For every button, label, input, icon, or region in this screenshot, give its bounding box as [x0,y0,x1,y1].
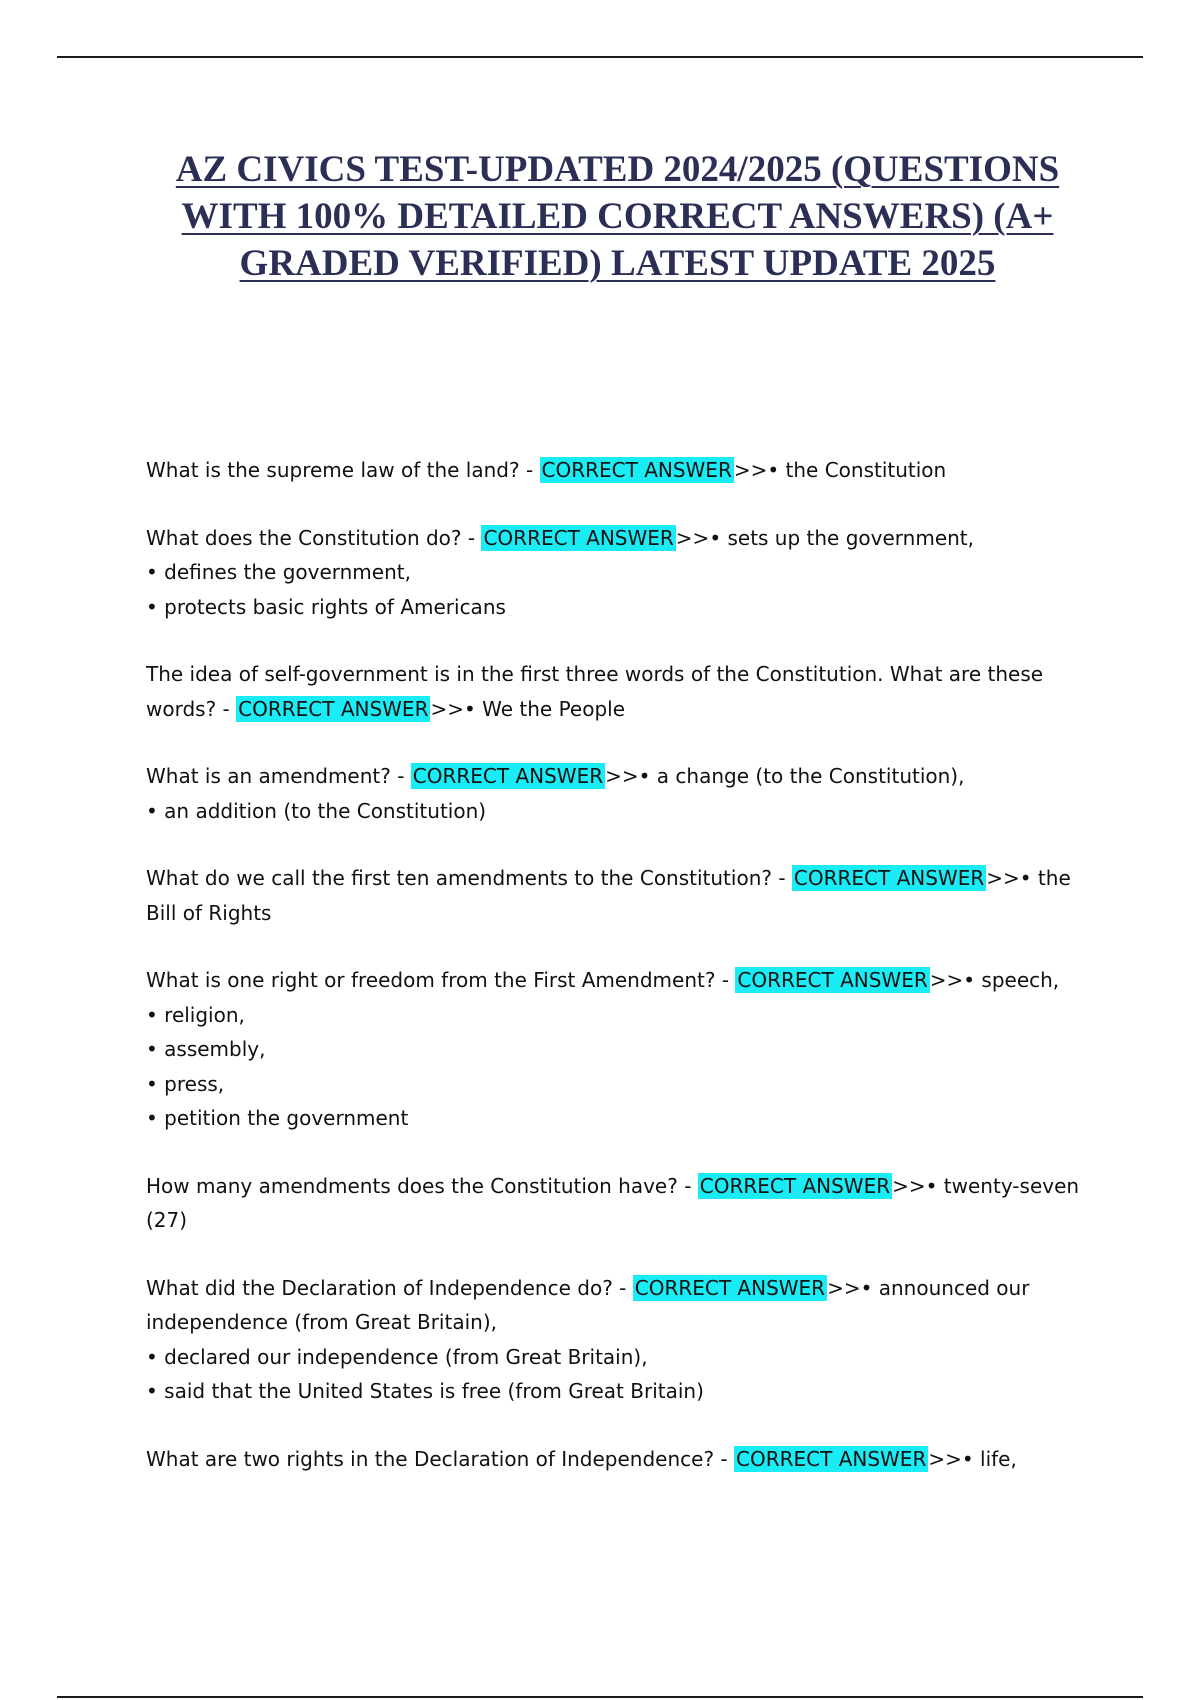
question-text: What does the Constitution do? - [146,525,482,550]
question-line [146,861,1106,930]
answer-text: • a change (to the Constitution), [638,764,965,788]
answer-marker: >> [986,866,1020,890]
answer-bullet: • press, [146,1071,225,1096]
correct-answer-highlight: CORRECT ANSWER [793,866,985,890]
question-text: What is the supreme law of the land? - [146,458,540,482]
question-text: What did the Declaration of Independence do? - [146,1275,633,1300]
qa-item [146,963,1106,1136]
correct-answer-highlight: CORRECT ANSWER [634,1275,826,1300]
correct-answer-highlight: CORRECT ANSWER [238,696,429,721]
correct-answer-highlight: CORRECT ANSWER [541,458,732,482]
correct-answer-highlight: CORRECT ANSWER [699,1173,891,1198]
answer-marker: >> [733,458,768,482]
answer-text: • life, [961,1446,1017,1471]
question-line [146,1271,1106,1340]
answer-bullet: • declared our independence (from Great Britain), [146,1344,648,1369]
answer-marker: >> [928,1446,962,1471]
answer-bullet: • petition the government [146,1106,409,1130]
bottom-rule [57,1696,1143,1698]
answer-text: • twenty-seven (27) [146,1173,1080,1232]
qa-item [146,1442,1106,1477]
correct-answer-highlight: CORRECT ANSWER [736,1446,927,1471]
question-text: The idea of self-government is in the first three words of the Constitution. What are these words? - [146,662,1044,721]
answer-marker: >> [430,696,464,721]
question-line [146,657,1106,726]
qa-item [146,657,1106,726]
question-line [146,1169,1106,1238]
correct-answer-highlight: CORRECT ANSWER [412,764,604,788]
question-line [146,1442,1106,1477]
qa-item [146,759,1106,828]
question-line [146,963,1106,998]
question-line [146,521,1106,556]
question-text: What is one right or freedom from the First Amendment? - [146,968,736,992]
answer-text: • We the People [463,696,626,721]
question-text: What is an amendment? - [146,764,411,788]
question-text: How many amendments does the Constitution have? - [146,1173,698,1198]
answer-marker: >> [675,525,710,550]
question-line [146,759,1106,794]
answer-bullet: • protects basic rights of Americans [146,594,506,619]
document-title: AZ CIVICS TEST-UPDATED 2024/2025 (QUESTIONS WITH 100% DETAILED CORRECT ANSWERS) (A+ GRADED VERIFIED) LATEST UPDATE 2025 [175,149,1060,284]
qa-item [146,861,1106,930]
answer-text: • speech, [963,968,1060,992]
answer-text: • sets up the government, [709,525,974,550]
answer-bullet: • an addition (to the Constitution) [146,798,487,823]
answer-bullet: • defines the government, [146,560,411,584]
answer-marker: >> [827,1275,861,1300]
answer-marker: >> [892,1173,926,1198]
qa-item [146,1271,1106,1409]
qa-list [146,453,1106,1509]
answer-marker: >> [605,764,639,788]
question-line [146,453,1106,488]
correct-answer-highlight: CORRECT ANSWER [483,525,674,550]
qa-item [146,521,1106,625]
answer-bullet: • said that the United States is free (from Great Britain) [146,1379,704,1403]
answer-text: • the Constitution [767,458,947,482]
qa-item [146,1169,1106,1238]
answer-text: • announced our independence (from Great Britain), [146,1275,1030,1334]
answer-marker: >> [929,968,964,992]
answer-text: • the Bill of Rights [146,866,1071,925]
answer-bullet: • assembly, [146,1037,266,1061]
question-text: What are two rights in the Declaration of Independence? - [146,1446,735,1471]
answer-bullet: • religion, [146,1002,245,1027]
top-rule [57,56,1143,58]
correct-answer-highlight: CORRECT ANSWER [737,968,928,992]
question-text: What do we call the first ten amendments to the Constitution? - [146,866,792,890]
qa-item [146,453,1106,488]
